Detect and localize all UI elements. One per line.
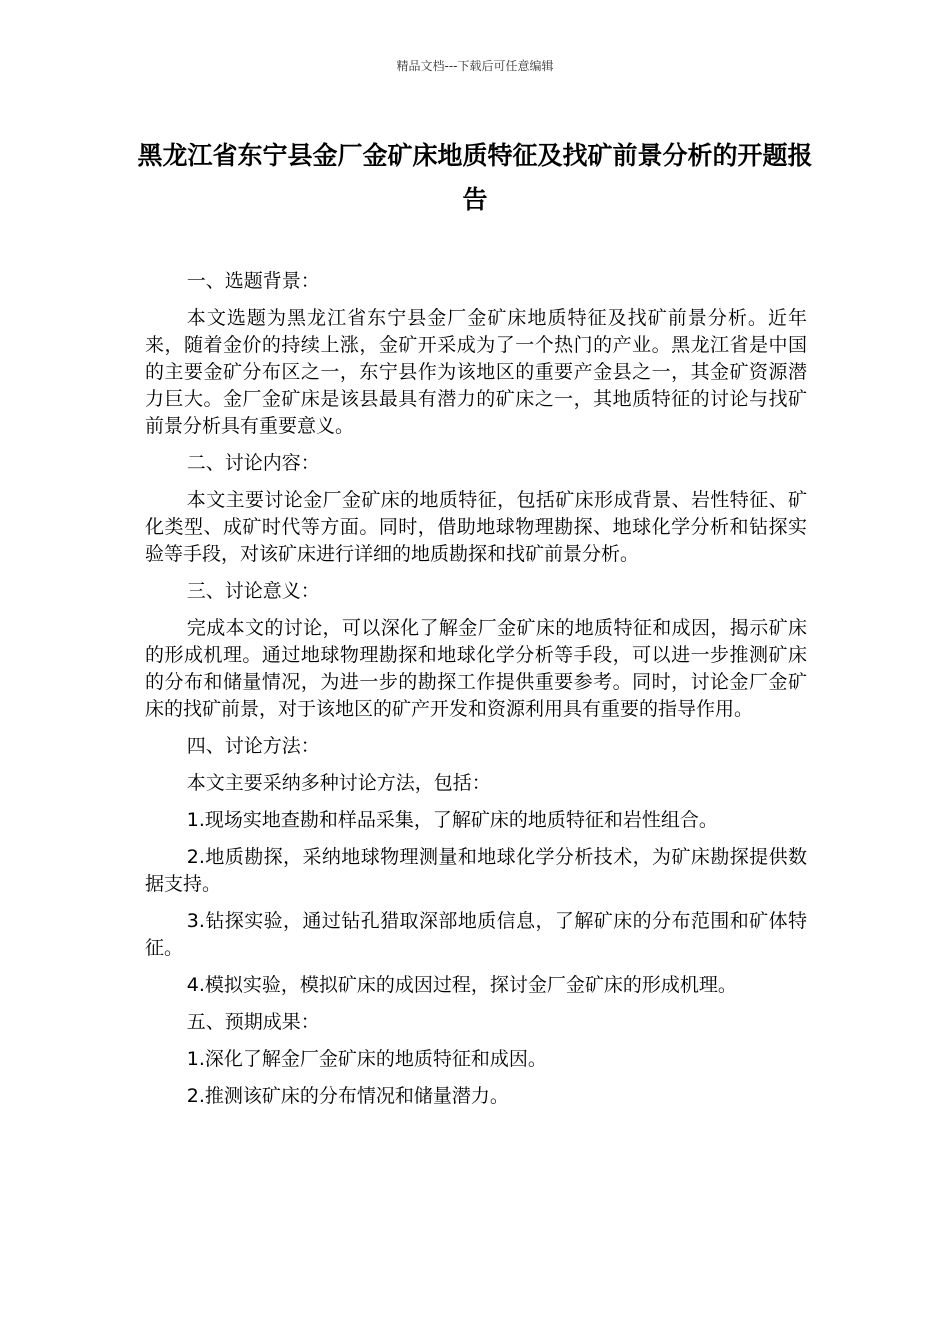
list-item-method-4: 4.模拟实验，模拟矿床的成因过程，探讨金厂金矿床的形成机理。 bbox=[186, 974, 737, 996]
paragraph-content: 本文主要讨论金厂金矿床的地质特征，包括矿床形成背景、岩性特征、矿化类型、成矿时代等方面。同时，借助地球物理勘探、地球化学分析和钻探实验等手段，对该矿床进行详细的地质勘探和找矿前景分析。 bbox=[145, 489, 807, 565]
paragraph-methods-intro: 本文主要采纳多种讨论方法，包括： bbox=[186, 772, 491, 794]
section-heading-significance: 三、讨论意义： bbox=[186, 580, 320, 602]
list-item-outcome-2: 2.推测该矿床的分布情况和储量潜力。 bbox=[186, 1085, 509, 1107]
list-item-outcome-1: 1.深化了解金厂金矿床的地质特征和成因。 bbox=[186, 1048, 547, 1070]
section-heading-content: 二、讨论内容： bbox=[186, 452, 320, 474]
section-heading-outcomes: 五、预期成果： bbox=[186, 1011, 320, 1033]
list-item-method-2: 2.地质勘探，采纳地球物理测量和地球化学分析技术，为矿床勘探提供数据支持。 bbox=[145, 846, 807, 895]
document-body bbox=[145, 268, 807, 1120]
list-item-method-1: 1.现场实地查勘和样品采集，了解矿床的地质特征和岩性组合。 bbox=[186, 809, 718, 831]
list-item-method-3: 3.钻探实验，通过钻孔猎取深部地质信息，了解矿床的分布范围和矿体特征。 bbox=[145, 910, 807, 959]
paragraph-background: 本文选题为黑龙江省东宁县金厂金矿床地质特征及找矿前景分析。近年来，随着金价的持续上涨，金矿开采成为了一个热门的产业。黑龙江省是中国的主要金矿分布区之一，东宁县作为该地区的重要产金县之一，其金矿资源潜力巨大。金厂金矿床是该县最具有潜力的矿床之一，其地质特征的讨论与找矿前景分析具有重要意义。 bbox=[145, 307, 807, 437]
section-heading-background: 一、选题背景： bbox=[186, 270, 320, 292]
paragraph-significance: 完成本文的讨论，可以深化了解金厂金矿床的地质特征和成因，揭示矿床的形成机理。通过地球物理勘探和地球化学分析等手段，可以进一步推测矿床的分布和储量情况，为进一步的勘探工作提供重要参考。同时，讨论金厂金矿床的找矿前景，对于该地区的矿产开发和资源利用具有重要的指导作用。 bbox=[145, 617, 807, 720]
page-header: 精品文档---下载后可任意编辑 bbox=[396, 59, 554, 73]
section-heading-methods: 四、讨论方法： bbox=[186, 735, 320, 757]
document-title: 黑龙江省东宁县金厂金矿床地质特征及找矿前景分析的开题报告 bbox=[137, 141, 813, 214]
